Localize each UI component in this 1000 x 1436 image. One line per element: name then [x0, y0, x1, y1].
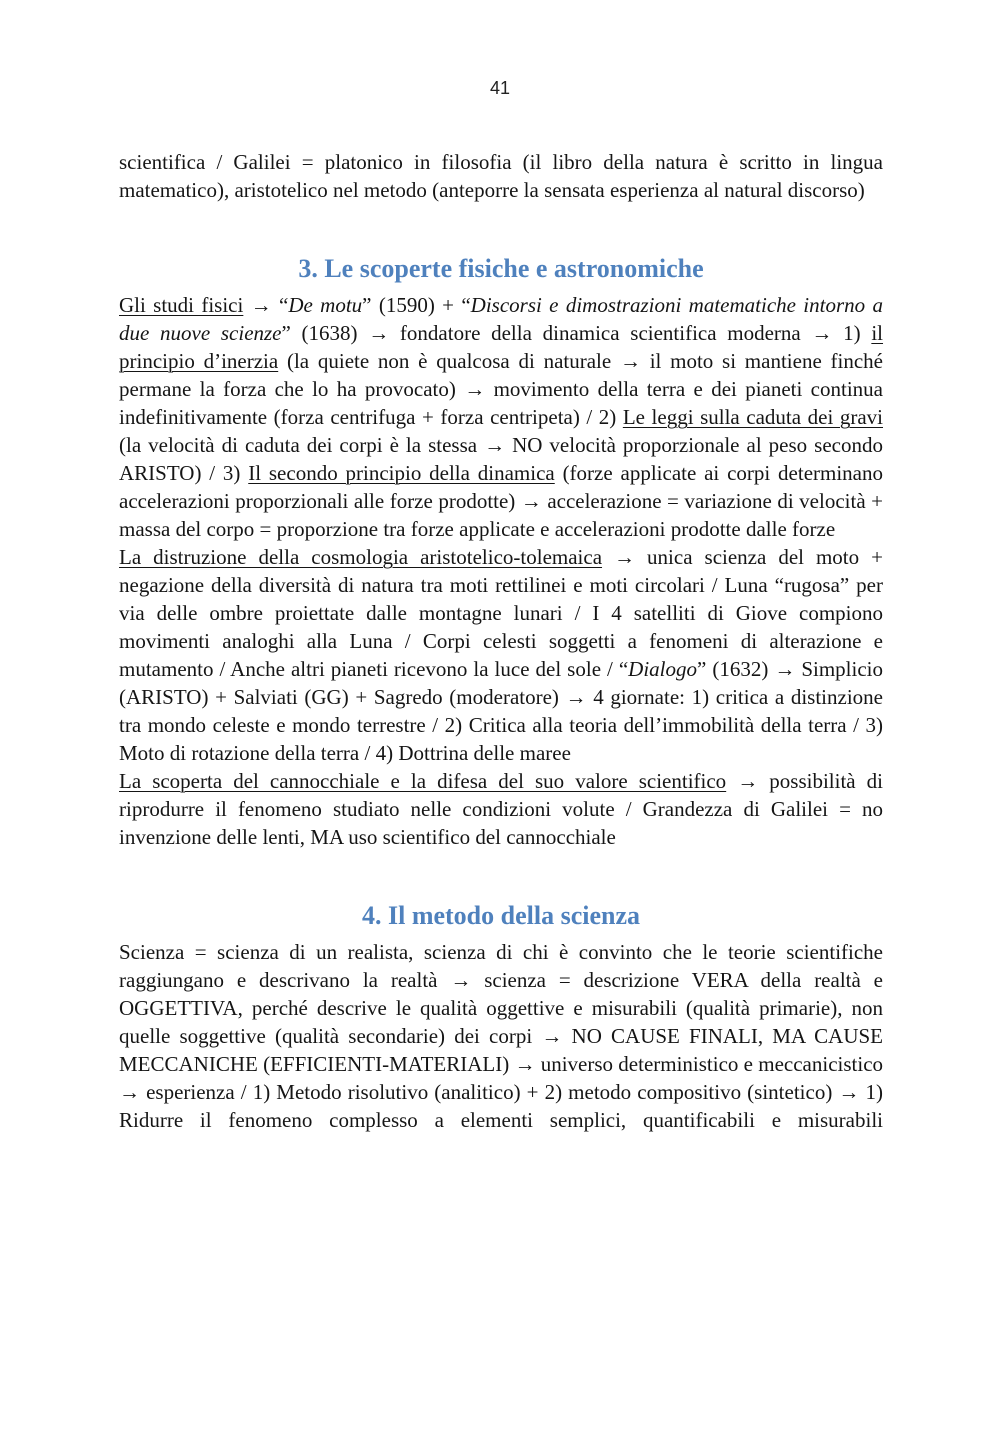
principio-inerzia-title: il principio d’inerzia [119, 321, 884, 373]
text-run: ” (1638) → fondatore della dinamica scientifica moderna → 1) [281, 321, 872, 345]
studi-fisici-topic-title: Gli studi fisici [119, 293, 244, 317]
intro-paragraph: scientifica / Galilei = platonico in filosofia (il libro della natura è scritto in lingua matematico), aristotelico nel metodo (anteporre la sensata esperienza al natural discorso) [119, 150, 883, 202]
text-run: → “ [243, 293, 289, 317]
cosmologia-paragraph [119, 543, 883, 767]
text-run: ” (1632) → Simplicio (ARISTO) + Salviati (GG) + Sagredo (moderatore) → 4 giornate: 1) critica a distinzione tra mondo celeste e mondo terrestre / 2) Critica alla teoria dell’immobilità della terra / 3) Moto di rotazione della terra / 4) Dottrina delle maree [119, 657, 883, 765]
page-number: 41 [489, 78, 511, 98]
text-run: → possibilità di riprodurre il fenomeno studiato nelle condizioni volute / Grandezza di Galilei = no invenzione delle lenti, MA uso scientifico del cannocchiale [119, 769, 883, 849]
book-title-de-motu: De motu [288, 293, 363, 317]
text-run: (la velocità di caduta dei corpi è la stessa → NO velocità proporzionale al peso secondo ARISTO) / 3) [119, 433, 883, 485]
secondo-principio-title: Il secondo principio della dinamica [248, 461, 555, 485]
text-run: → unica scienza del moto + negazione della diversità di natura tra moti rettilinei e moti circolari / Luna “rugosa” per via delle ombre proiettate dalle montagne lunari / I 4 satelliti di Giove compiono movimenti analoghi alla Luna / Corpi celesti soggetti a fenomeni di alterazione e mutamento / Anche altri pianeti ricevono la luce del sole / “ [119, 545, 883, 681]
metodo-scienza-paragraph: Scienza = scienza di un realista, scienza di chi è convinto che le teorie scientifiche raggiungano e descrivano la realtà → scienza = descrizione VERA della realtà e OGGETTIVA, perché descrive le qualità oggettive e misurabili (qualità primarie), non quelle soggettive (qualità secondarie) dei corpi → NO CAUSE FINALI, MA CAUSE MECCANICHE (EFFICIENTI-MATERIALI) → universo deterministico e meccanicistico → esperienza / 1) Metodo risolutivo (analitico) + 2) metodo compositivo (sintetico) → 1) Ridurre il fenomeno complesso a elementi semplici, quantificabili e misurabili [119, 940, 884, 1132]
book-title-dialogo: Dialogo [628, 657, 698, 681]
cannocchiale-topic-title: La scoperta del cannocchiale e la difesa del suo valore scientifico [119, 769, 727, 793]
studi-fisici-paragraph [119, 291, 883, 543]
text-run: (la quiete non è qualcosa di naturale → il moto si mantiene finché permane la forza che lo ha provocato) → movimento della terra e dei pianeti continua indefinitivamente (forza centrifuga + forza centripeta) / 2) [119, 349, 883, 429]
text-run: ” (1590) + “ [362, 293, 471, 317]
cannocchiale-paragraph [119, 767, 883, 851]
cosmologia-topic-title: La distruzione della cosmologia aristotelico-tolemaica [119, 545, 603, 569]
book-title-discorsi: Discorsi e dimostrazioni matematiche intorno a due nuove scienze [119, 293, 883, 345]
text-run: (forze applicate ai corpi determinano accelerazioni proporzionali alle forze prodotte) → accelerazione = variazione di velocità + massa del corpo = proporzione tra forze applicate e accelerazioni prodotte dalle forze [119, 461, 884, 541]
section-4-heading: 4. Il metodo della scienza [361, 901, 641, 930]
section-3-heading: 3. Le scoperte fisiche e astronomiche [298, 254, 704, 283]
page-content [119, 148, 883, 1134]
leggi-caduta-gravi-title: Le leggi sulla caduta dei gravi [622, 405, 883, 429]
